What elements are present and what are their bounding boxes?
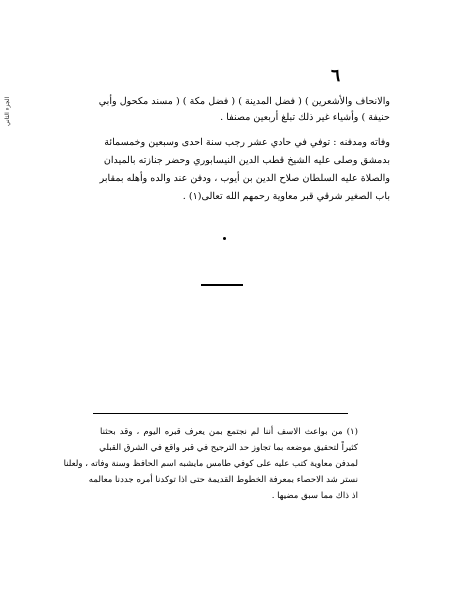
footnote-line: كثيراً لتحقيق موضعه بما تجاوز حد الترجيح في قبر واقع في الشرق القبلي <box>99 443 358 453</box>
footnote-line: اذ ذاك مما سبق مضيها . <box>271 491 358 501</box>
body-line: وفاته ومدفنه : توفي في حادي عشر رجب سنة احدى وسبعين وخمسمائة <box>104 137 390 148</box>
footnote-line: (١) من بواعث الاسف أننا لم نجتمع بمن يعرف قبره اليوم ، وقد بحثنا <box>100 427 358 437</box>
body-line: والصلاة عليه السلطان صلاح الدين بن أيوب ، ودفن عند والده وأهله بمقابر <box>99 173 390 184</box>
footnote-line: لمدفن معاوية كتب عليه على كوفي طامس مايشبه اسم الحافظ وسنة وفاته ، ولعلنا <box>63 459 358 469</box>
footnote-rule <box>93 413 348 414</box>
body-line: باب الصغير شرقي قبر معاوية رحمهم الله تعالى(١) . <box>182 191 390 202</box>
spine-label: الجزء الثاني <box>4 96 11 126</box>
body-line: حنيفة ) وأشياء غير ذلك تبلغ أربعين مصنفا . <box>220 112 390 123</box>
footnote-line: نستر شد الاحصاء بمعرفة الخطوط القديمة حتى اذا توكدنا أمره جددنا معالمه <box>88 475 358 485</box>
stray-dot <box>223 237 226 240</box>
body-line: والانحاف والأشعرين ) ( فضل المدينة ) ( فضل مكة ) ( مسند مكحول وأبي <box>98 96 390 107</box>
section-separator <box>201 284 243 286</box>
body-line: بدمشق وصلى عليه الشيخ قطب الدين النيسابوري وحضر جنازته بالميدان <box>103 155 390 166</box>
page-number: ٦ <box>331 66 341 86</box>
